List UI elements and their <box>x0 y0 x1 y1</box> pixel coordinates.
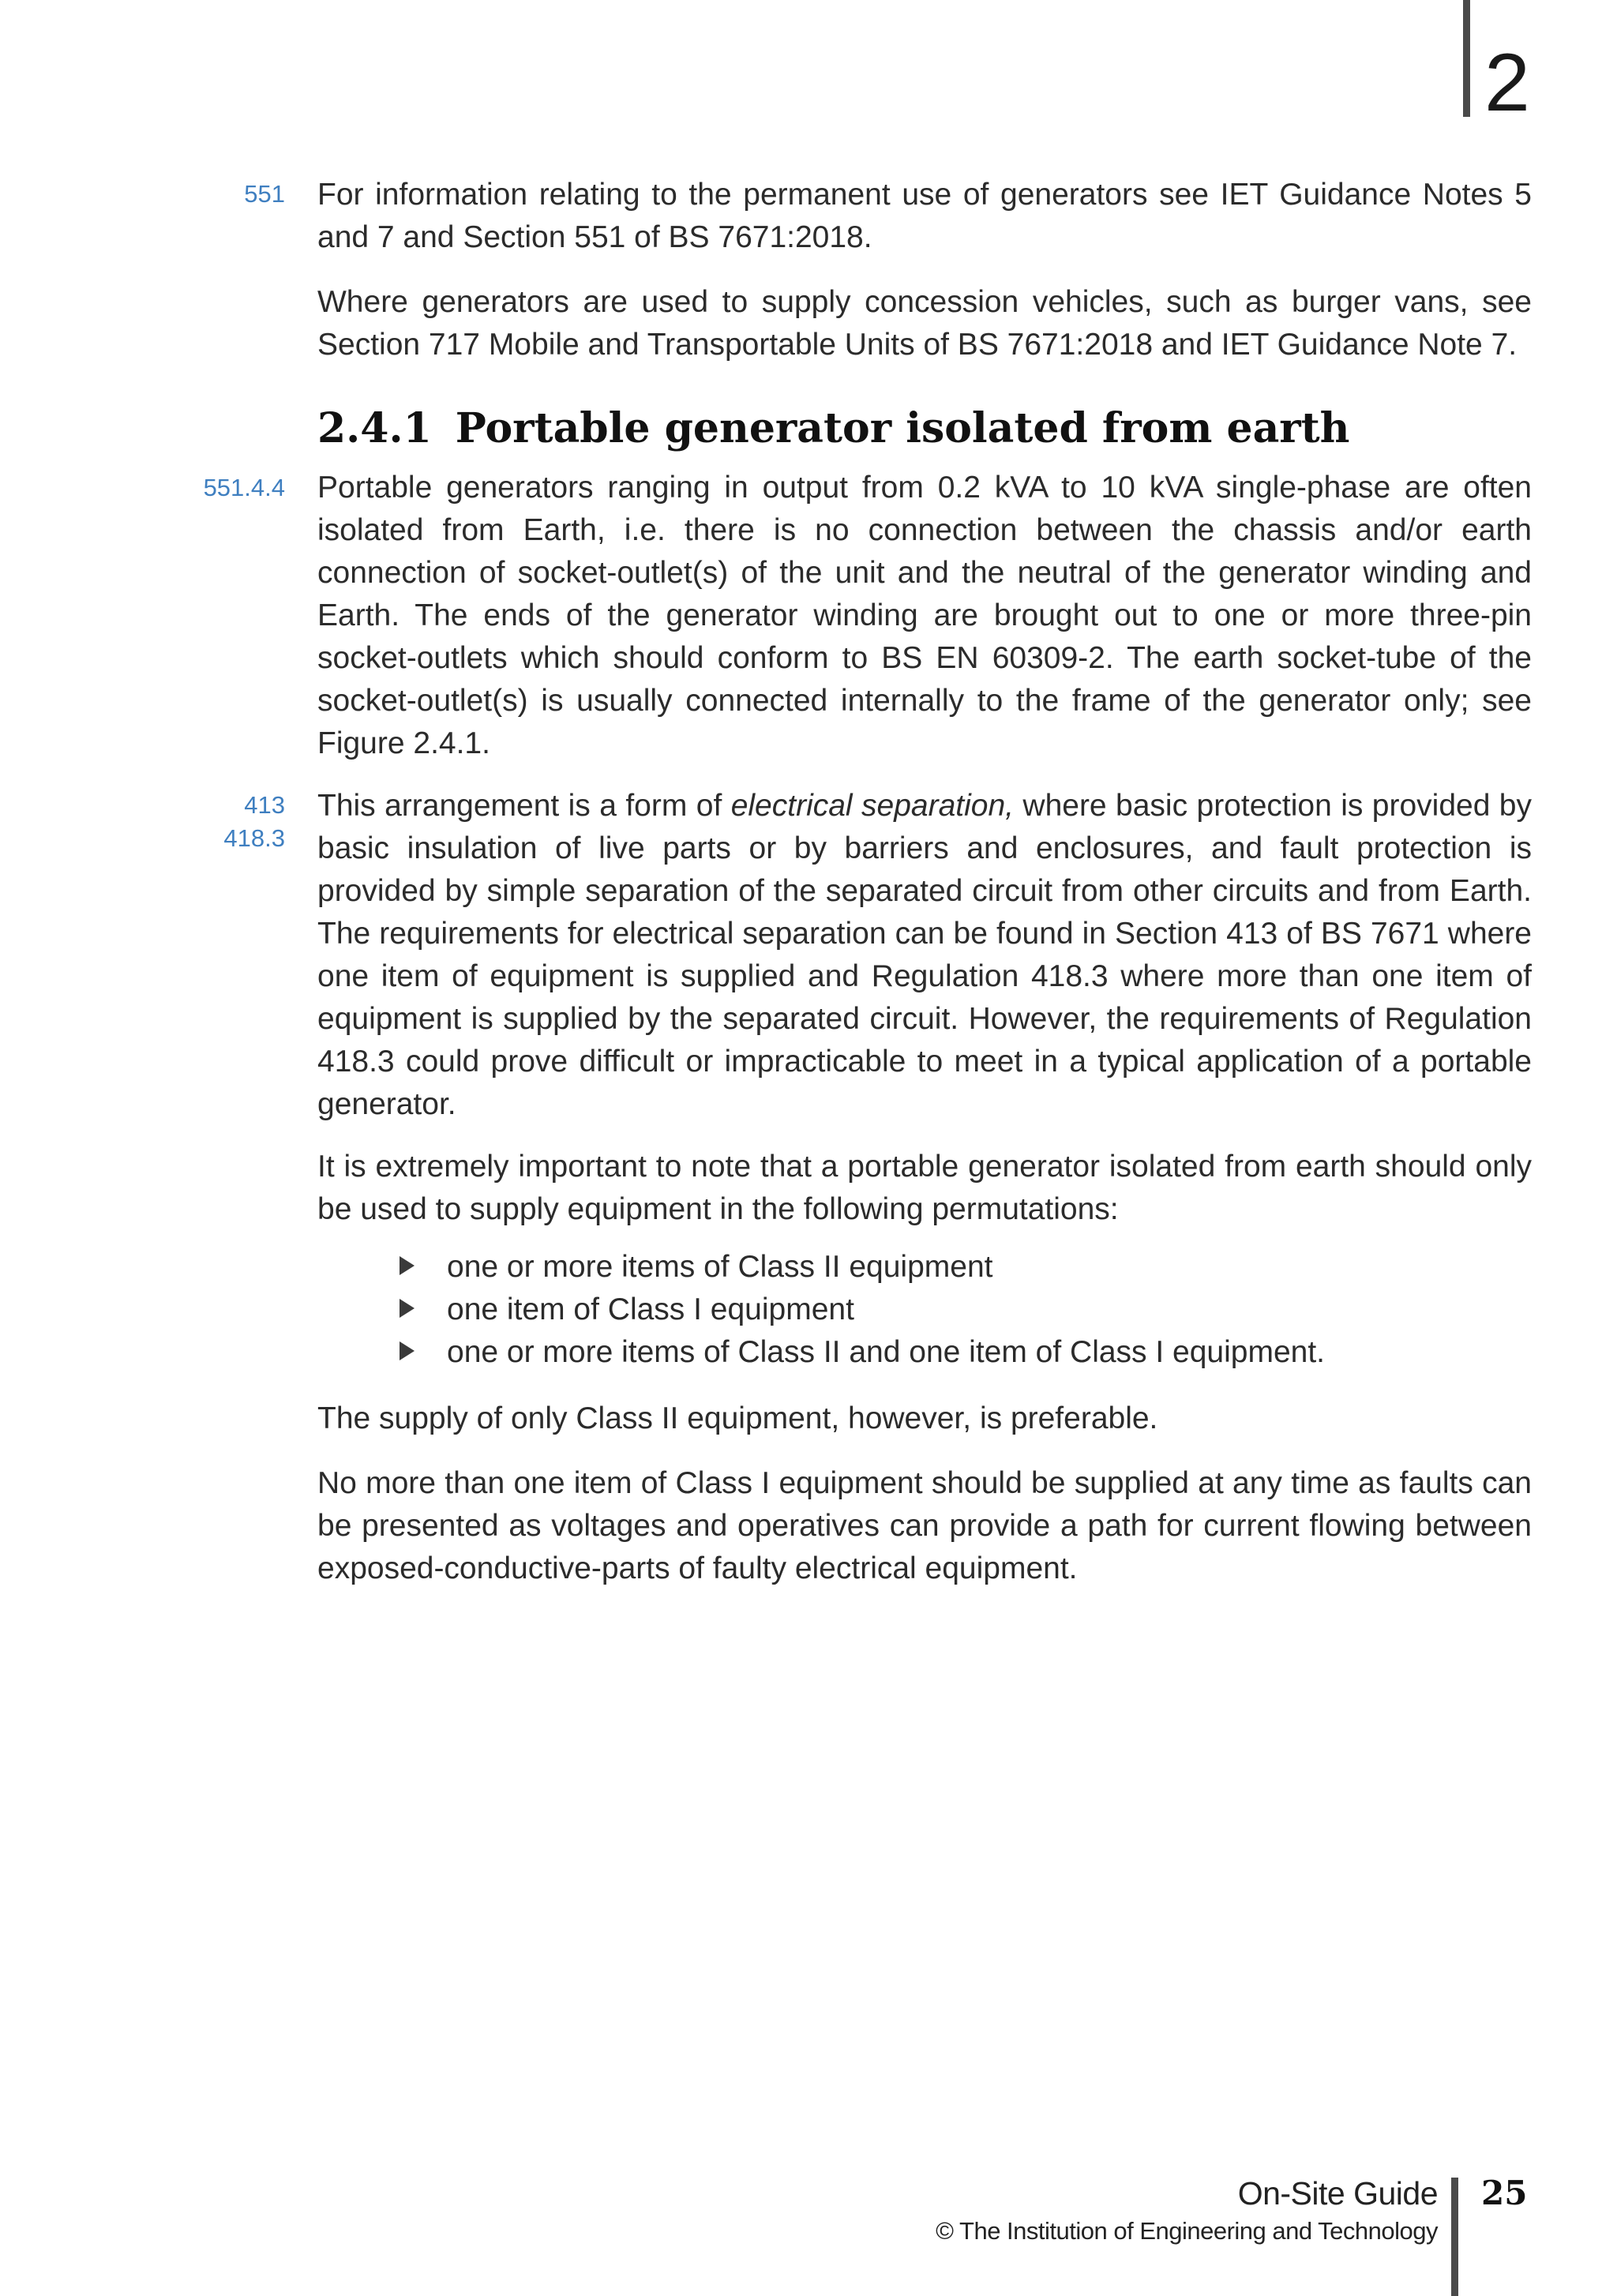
page-number: 25 <box>1481 2174 1528 2212</box>
electrical-separation-text-before: This arrangement is a form of <box>317 789 731 823</box>
list-item-text: one or more items of Class II equipment <box>447 1250 993 1284</box>
list-item <box>400 1246 1325 1289</box>
footer-divider <box>1451 2178 1458 2296</box>
body-paragraph-permutations: It is extremely important to note that a portable generator isolated from earth should only be used to supply equipment in the following permutations: <box>317 1150 1532 1226</box>
chapter-divider <box>1463 0 1470 117</box>
section-title: Portable generator isolated from earth <box>455 404 1350 452</box>
footer-copyright: © The Institution of Engineering and Technology <box>936 2217 1438 2245</box>
bullet-arrow-icon <box>400 1299 415 1318</box>
intro-paragraph-2: Where generators are used to supply concession vehicles, such as burger vans, see Section 717 Mobile and Transportable Units of BS 7671:2018 and IET Guidance Note 7. <box>317 285 1532 362</box>
electrical-separation-term: electrical separation, <box>730 789 1014 823</box>
bullet-arrow-icon <box>400 1256 415 1275</box>
body-paragraph-class-one-limit: No more than one item of Class I equipment should be supplied at any time as faults can be presented as voltages and operatives can provide a path for current flowing between exposed-conductive-parts of faulty electrical equipment. <box>317 1466 1532 1585</box>
section-heading <box>317 401 1350 456</box>
body-paragraph-electrical-separation <box>317 785 1532 1126</box>
footer-book-title: On-Site Guide <box>1237 2175 1438 2212</box>
bullet-arrow-icon <box>400 1341 415 1360</box>
margin-reference-551: 551 <box>244 180 285 208</box>
chapter-number: 2 <box>1484 37 1530 129</box>
margin-reference-413: 413 <box>244 791 285 819</box>
list-item <box>400 1331 1325 1374</box>
margin-reference-551-4-4: 551.4.4 <box>203 474 285 501</box>
list-item-text: one or more items of Class II and one item of Class I equipment. <box>447 1335 1326 1369</box>
electrical-separation-text-after: where basic protection is provided by basic insulation of live parts or by barriers and enclosures, and fault protection is provided by simple separation of the separated circuit from other circuits and from Earth. The requirements for electrical separation can be found in Section 413 of BS 7671 where one item of equipment is supplied and Regulation 418.3 where more than one item of equipment is supplied by the separated circuit. However, the requirements of Regulation 418.3 could prove difficult or impracticable to meet in a typical application of a portable generator. <box>317 789 1532 1121</box>
body-paragraph-preference: The supply of only Class II equipment, however, is preferable. <box>317 1401 1158 1435</box>
list-item <box>400 1289 1325 1331</box>
body-paragraph-generators: Portable generators ranging in output from 0.2 kVA to 10 kVA single-phase are often isolated from Earth, i.e. there is no connection between the chassis and/or earth connection of socket-outlet(s) of the unit and the neutral of the generator winding and Earth. The ends of the generator winding are brought out to one or more three-pin socket-outlets which should conform to BS EN 60309-2. The earth socket-tube of the socket-outlet(s) is usually connected internally to the frame of the generator only; see Figure 2.4.1. <box>317 471 1532 760</box>
list-item-text: one item of Class I equipment <box>447 1292 854 1326</box>
section-number: 2.4.1 <box>317 404 432 452</box>
intro-paragraph-1: For information relating to the permanent use of generators see IET Guidance Notes 5 and 7 and Section 551 of BS 7671:2018. <box>317 178 1532 254</box>
margin-reference-418-3: 418.3 <box>223 824 285 852</box>
permutations-list <box>400 1246 1325 1374</box>
